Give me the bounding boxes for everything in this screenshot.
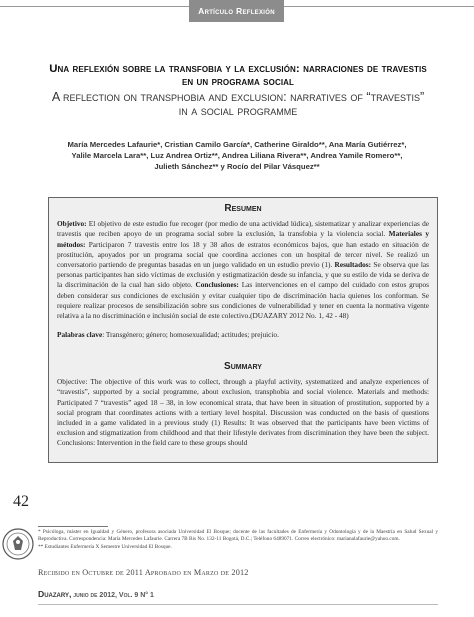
conclusiones-text: Las intervenciones en el campo del cuidado con estos grupos deben considerar sus condiciones de exclusión y evitar cualquier tipo de discriminación hacia quienes los conforman. Se requiere realizar procesos de sensibilización sobre sus condiciones de vulnerabilidad y tener en cuenta la normativa vigente relativa a la no discriminación e inclusión social de este colectivo.(DUAZARY 2012 No. 1, 42 - 48)	[57, 280, 430, 321]
conclusiones-label: Conclusiones:	[192, 280, 239, 290]
footnote: ** Estudiantes Enfermería X Semestre Universidad El Bosque.	[38, 543, 172, 550]
objetivo-text: El objetivo de este estudio fue recoger (por medio de una actividad lúdica), sistematizar y analizar experiencias de travestis que reciben apoyo de un programa social sobre la exclusión, la transfobia y la violencia social.	[57, 219, 429, 239]
received-accepted-dates: Recibido en Octubre de 2011 Aprobado en Marzo de 2012	[38, 568, 249, 577]
summary-text: Objective: The objective of this work was to collect, through a playful activity, systematized and analyze experiences of “travestis”, supported by a social programme, about exclusion, transphobia and social violence. Materials and methods: Participated 7 “travestis” aged 18 – 38, in low economical strata, that have been in situation of prostitution, supported by a social program that coordinates actions with a tertiary level hospital. Discussion was conducted on the basis of questions included in a game validated in a previous study (1) Results: It was observed that the participants have been victims of exclusion and stigmatization from childhood and that their lifestyle derivates from discrimination they have been the subject. Conclusions: Intervention in the field care to these groups should	[57, 377, 429, 448]
resumen-box	[48, 197, 438, 365]
author-line: Yalile Marcela Lara**, Luz Andrea Ortiz**, Andrea Liliana Rivera**, Andrea Yamile Romero**,	[71, 151, 403, 160]
journal-name: Duazary,	[38, 589, 72, 599]
keywords	[57, 330, 429, 340]
resumen-heading: Resumen	[224, 203, 262, 214]
author-line: María Mercedes Lafaurie*, Cristian Camilo García*, Catherine Giraldo**, Ana María Gutiérrez*,	[67, 140, 407, 149]
author-line: Julieth Sánchez** y Rocío del Pilar Vásquez**	[154, 162, 320, 171]
footnote: * Psicóloga, máster en Igualdad y Género, profesora asociada Universidad El Bosque; docente de las facultades de Enfermería y Odontología y de la Maestría en Salud Sexual y Reproductiva. Correspondencia: María Mercedes Lafaurie. Carrera 7B Bis No. 132-11 Bogotá, D.C.; Teléfono 6489071. Correo electrónico: marianalafaurie@yahoo.com.	[38, 529, 438, 543]
materiales-text: Participaron 7 travestis entre los 18 y 38 años de estratos económicos bajos, que han estado en situación de prostitución, apoyados por un programa social que coordina acciones con un hospital de tercer nivel. Se realizó un conversatorio partiendo de preguntas basadas en un juego validado en un estudio previo (1).	[57, 239, 429, 270]
journal-citation	[38, 589, 154, 599]
keywords-text: : Transgénero; género; homosexualidad; actitudes; prejuicio.	[102, 330, 279, 340]
footnotes	[38, 529, 438, 551]
summary-box	[48, 356, 438, 463]
journal-issue: junio de 2012, Vol. 9 N° 1	[71, 592, 154, 599]
page-number: 42	[13, 493, 29, 510]
article-titles	[48, 63, 428, 118]
footnote-rule	[38, 526, 108, 527]
objetivo-label: Objetivo:	[57, 219, 87, 229]
resultados-label: Resultados:	[332, 260, 372, 270]
title-english: A reflection on transphobia and exclusion: narratives of “travestis” in a social programme	[51, 90, 425, 118]
resumen-text	[57, 219, 429, 321]
footer-rule	[38, 604, 438, 605]
title-spanish: Una reflexión sobre la transfobia y la exclusión: narraciones de travestis en un programa social	[49, 63, 427, 88]
university-seal-icon	[2, 528, 34, 560]
materiales-label: Materiales y métodos:	[57, 229, 429, 249]
summary-heading: Summary	[224, 361, 262, 372]
section-tab: Artículo Reflexión	[189, 0, 284, 22]
author-list	[40, 139, 434, 172]
keywords-label: Palabras clave	[57, 330, 103, 340]
resultados-text: Se observa que las personas participantes han sido víctimas de exclusión y estigmatización desde su infancia, y que su estilo de vida se deriva de la discriminación de la cual han sido objeto.	[57, 260, 430, 290]
